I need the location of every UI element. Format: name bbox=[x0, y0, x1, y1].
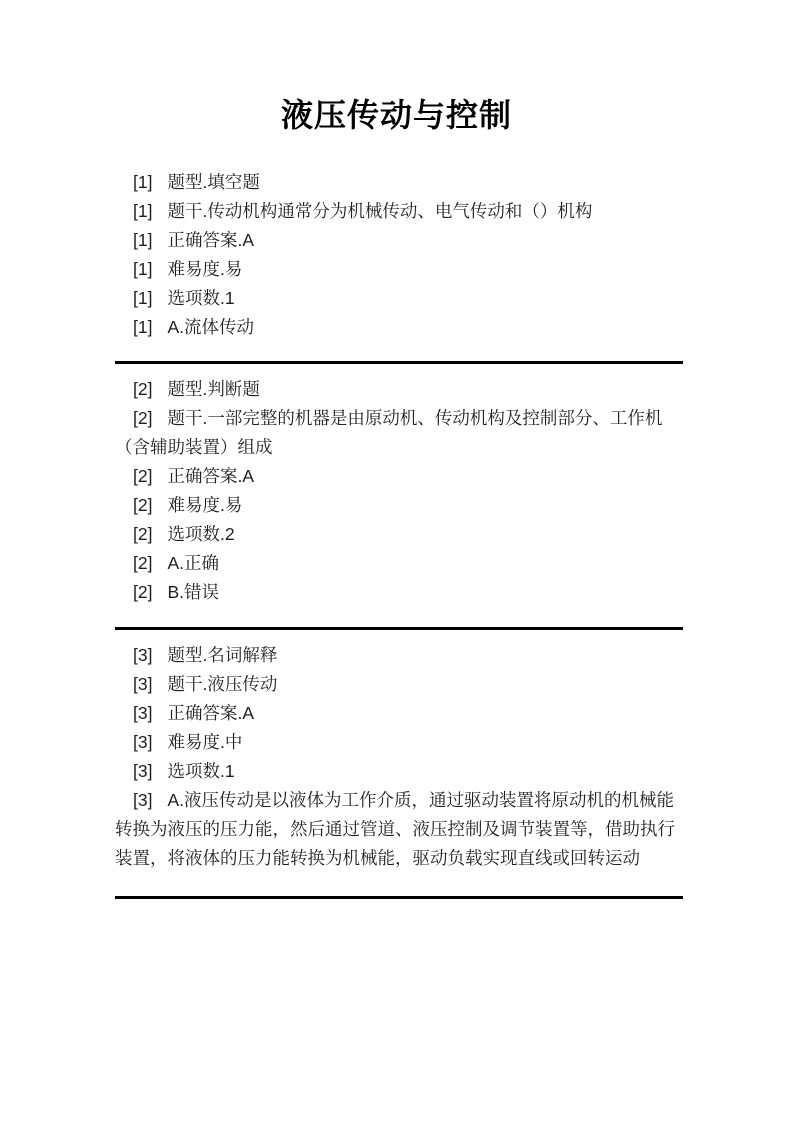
question-index-tag: [2] bbox=[133, 553, 153, 573]
question-line-text: 题型.判断题 bbox=[167, 379, 260, 399]
question-line-text: 题型.名词解释 bbox=[167, 645, 278, 665]
question-line-text: 题型.填空题 bbox=[167, 172, 260, 192]
question-index-tag: [1] bbox=[133, 259, 153, 279]
question-line bbox=[115, 641, 683, 670]
question-block-2 bbox=[115, 375, 683, 607]
question-line bbox=[115, 578, 683, 607]
question-line bbox=[115, 786, 683, 873]
question-line bbox=[115, 699, 683, 728]
question-line-text: A.正确 bbox=[167, 553, 220, 573]
question-line bbox=[115, 313, 683, 342]
question-line-text: A.液压传动是以液体为工作介质，通过驱动装置将原动机的机械能转换为液压的压力能，然后通过管道、液压控制及调节装置等，借助执行装置，将液体的压力能转换为机械能，驱动负载实现直线或回转运动 bbox=[115, 790, 675, 868]
question-line bbox=[115, 375, 683, 404]
question-index-tag: [2] bbox=[133, 582, 153, 602]
question-index-tag: [3] bbox=[133, 645, 153, 665]
question-index-tag: [1] bbox=[133, 172, 153, 192]
question-line bbox=[115, 255, 683, 284]
question-index-tag: [2] bbox=[133, 379, 153, 399]
section-divider bbox=[115, 627, 683, 630]
question-line-text: 正确答案.A bbox=[167, 466, 255, 486]
question-line-text: 难易度.中 bbox=[167, 732, 243, 752]
question-line-text: 选项数.1 bbox=[167, 288, 235, 308]
question-line bbox=[115, 226, 683, 255]
question-line bbox=[115, 520, 683, 549]
question-line-text: 正确答案.A bbox=[167, 703, 255, 723]
question-block-3 bbox=[115, 641, 683, 873]
question-line bbox=[115, 284, 683, 313]
question-line bbox=[115, 491, 683, 520]
question-index-tag: [3] bbox=[133, 732, 153, 752]
question-index-tag: [1] bbox=[133, 230, 153, 250]
question-line bbox=[115, 549, 683, 578]
question-line-text: 选项数.2 bbox=[167, 524, 235, 544]
question-line-text: 难易度.易 bbox=[167, 495, 243, 515]
question-line-text: 题干.液压传动 bbox=[167, 674, 278, 694]
question-line-text: 题干.传动机构通常分为机械传动、电气传动和（）机构 bbox=[167, 201, 593, 221]
question-line-text: 选项数.1 bbox=[167, 761, 235, 781]
question-line bbox=[115, 404, 683, 462]
question-line-text: 正确答案.A bbox=[167, 230, 255, 250]
question-line-text: 难易度.易 bbox=[167, 259, 243, 279]
page-title: 液压传动与控制 bbox=[280, 97, 512, 133]
question-block-1 bbox=[115, 168, 683, 342]
question-list bbox=[115, 168, 683, 899]
question-index-tag: [2] bbox=[133, 495, 153, 515]
question-index-tag: [3] bbox=[133, 761, 153, 781]
question-line-text: A.流体传动 bbox=[167, 317, 255, 337]
section-divider bbox=[115, 361, 683, 364]
question-index-tag: [2] bbox=[133, 524, 153, 544]
question-index-tag: [2] bbox=[133, 408, 153, 428]
question-index-tag: [1] bbox=[133, 317, 153, 337]
question-line-text: 题干.一部完整的机器是由原动机、传动机构及控制部分、工作机（含辅助装置）组成 bbox=[115, 408, 663, 457]
question-index-tag: [3] bbox=[133, 703, 153, 723]
question-index-tag: [3] bbox=[133, 790, 153, 810]
question-line bbox=[115, 168, 683, 197]
question-line bbox=[115, 462, 683, 491]
question-index-tag: [1] bbox=[133, 201, 153, 221]
question-line bbox=[115, 757, 683, 786]
section-divider bbox=[115, 896, 683, 899]
question-line-text: B.错误 bbox=[167, 582, 220, 602]
question-line bbox=[115, 197, 683, 226]
question-index-tag: [1] bbox=[133, 288, 153, 308]
question-line bbox=[115, 728, 683, 757]
question-index-tag: [3] bbox=[133, 674, 153, 694]
question-line bbox=[115, 670, 683, 699]
question-index-tag: [2] bbox=[133, 466, 153, 486]
